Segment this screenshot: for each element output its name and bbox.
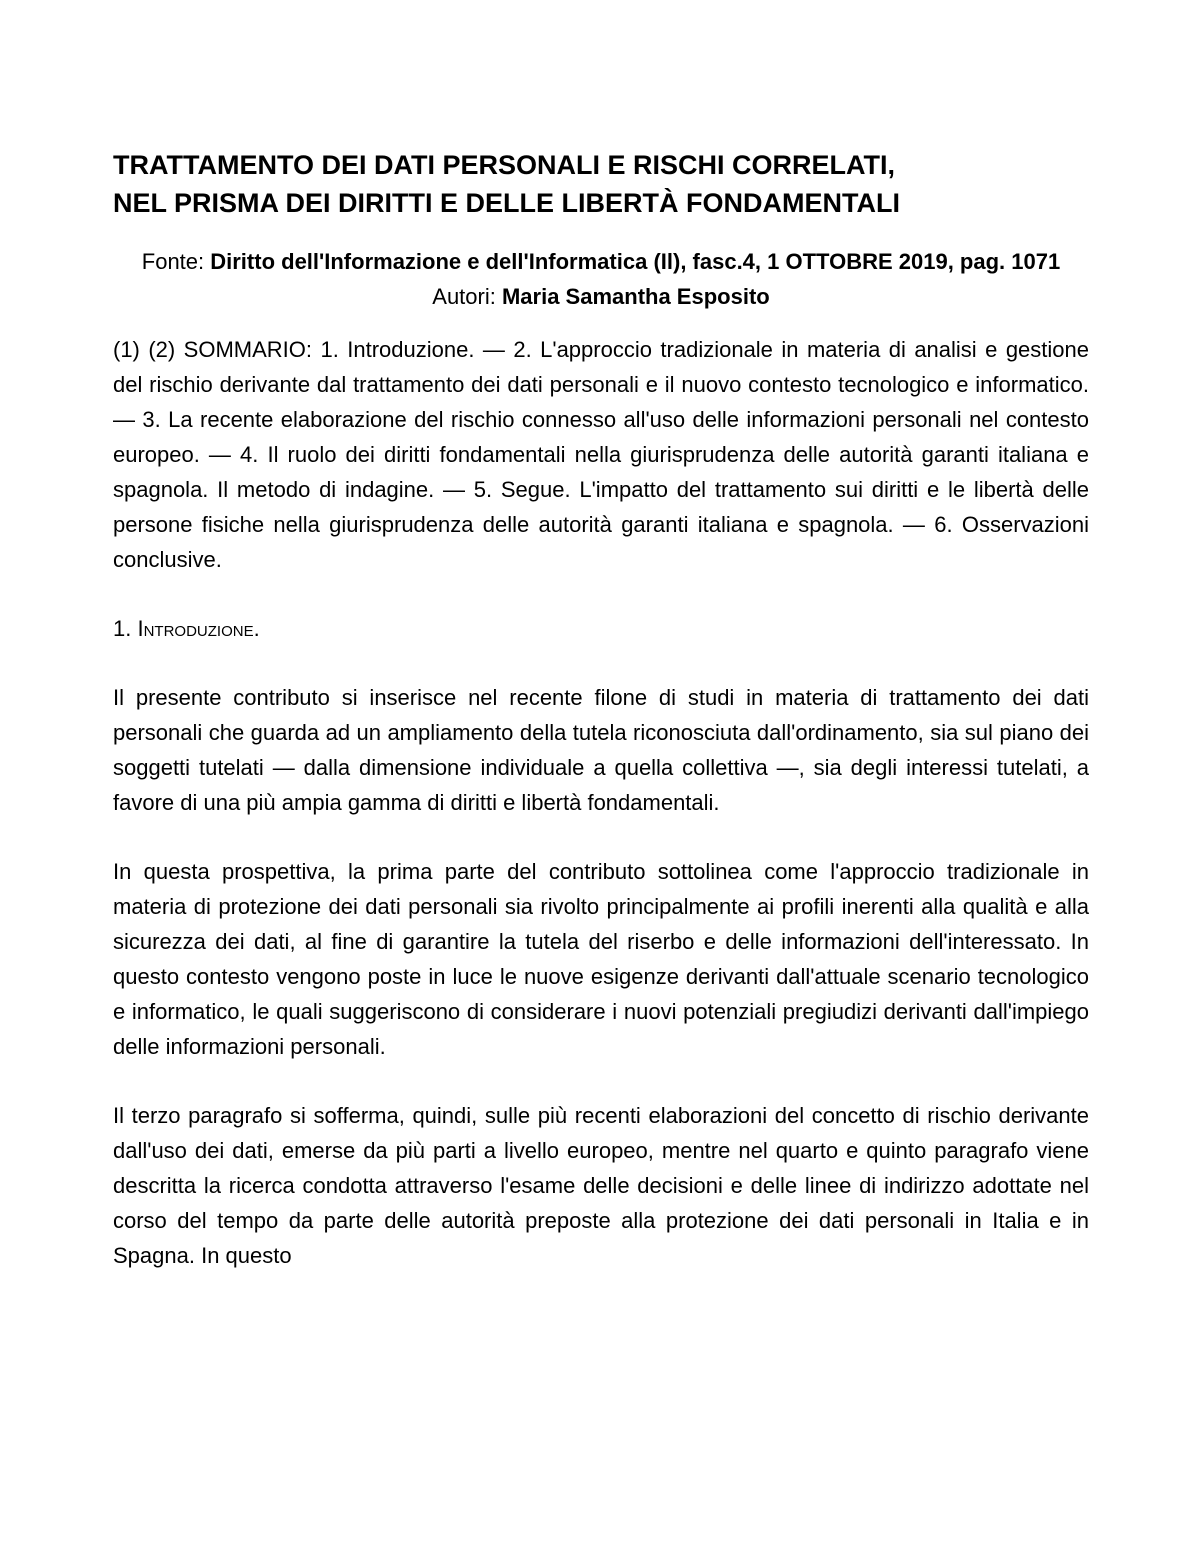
section-heading — [113, 611, 1089, 646]
source-label: Fonte: — [141, 249, 211, 274]
title-line-1: TRATTAMENTO DEI DATI PERSONALI E RISCHI CORRELATI, — [113, 150, 895, 180]
authors-label: Autori: — [432, 284, 502, 309]
document-title — [113, 146, 1089, 222]
summary-paragraph: (1) (2) SOMMARIO: 1. Introduzione. — 2. L'approccio tradizionale in materia di analisi e gestione del rischio derivante dal trattamento dei dati personali e il nuovo contesto tecnologico e informatico. — 3. La recente elaborazione del rischio connesso all'uso delle informazioni personali nel contesto europeo. — 4. Il ruolo dei diritti fondamentali nella giurisprudenza delle autorità garanti italiana e spagnola. Il metodo di indagine. — 5. Segue. L'impatto del trattamento sui diritti e le libertà delle persone fisiche nella giurisprudenza delle autorità garanti italiana e spagnola. — 6. Osservazioni conclusive. — [113, 337, 1089, 572]
title-line-2: NEL PRISMA DEI DIRITTI E DELLE LIBERTÀ FONDAMENTALI — [113, 188, 900, 218]
body-paragraph: Il presente contributo si inserisce nel recente filone di studi in materia di trattamento dei dati personali che guarda ad un ampliamento della tutela riconosciuta dall'ordinamento, sia sul piano dei soggetti tutelati — dalla dimensione individuale a quella collettiva —, sia degli interessi tutelati, a favore di una più ampia gamma di diritti e libertà fondamentali. — [113, 685, 1089, 815]
authors-value: Maria Samantha Esposito — [501, 284, 770, 309]
source-value: Diritto dell'Informazione e dell'Informatica (Il), fasc.4, 1 OTTOBRE 2019, pag. 1071 — [210, 249, 1061, 274]
source-citation — [113, 244, 1089, 279]
body-paragraph: In questa prospettiva, la prima parte del contributo sottolinea come l'approccio tradizionale in materia di protezione dei dati personali sia rivolto principalmente ai profili inerenti alla qualità e alla sicurezza dei dati, al fine di garantire la tutela del riserbo e delle informazioni dell'interessato. In questo contesto vengono poste in luce le nuove esigenze derivanti dall'attuale scenario tecnologico e informatico, le quali suggeriscono di considerare i nuovi potenziali pregiudizi derivanti dall'impiego delle informazioni personali. — [113, 859, 1089, 1059]
section-number: 1. — [113, 616, 138, 641]
document-page — [113, 146, 1089, 1295]
body-paragraph: Il terzo paragrafo si sofferma, quindi, sulle più recenti elaborazioni del concetto di rischio derivante dall'uso dei dati, emerse da più parti a livello europeo, mentre nel quarto e quinto paragrafo viene descritta la ricerca condotta attraverso l'esame delle decisioni e delle linee di indirizzo adottate nel corso del tempo da parte delle autorità preposte alla protezione dei dati personali in Italia e in Spagna. In questo — [113, 1103, 1089, 1268]
section-title: Introduzione. — [137, 616, 260, 641]
authors-line — [113, 279, 1089, 314]
